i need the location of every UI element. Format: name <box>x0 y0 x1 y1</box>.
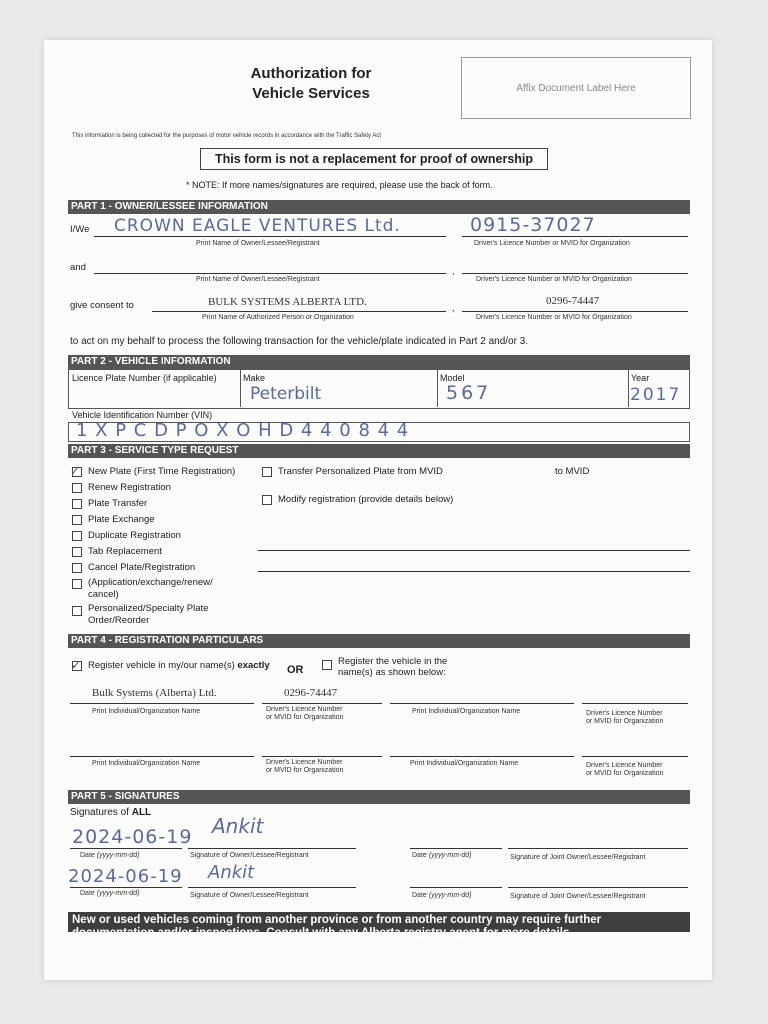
make-label: Make <box>243 373 266 383</box>
reg-name-caption-4: Print Individual/Organization Name <box>410 760 519 767</box>
register-my-name-option <box>88 660 270 671</box>
plate-transfer-option: Plate Transfer <box>88 498 148 509</box>
reg-licence-caption-4: Driver's Licence Number or MVID for Organization <box>586 762 664 777</box>
reg-licence-caption-2: Driver's Licence Number or MVID for Organization <box>586 710 664 725</box>
personalized-plate-option-line2: Order/Reorder <box>88 615 150 626</box>
transfer-personalized-checkbox[interactable] <box>262 467 272 477</box>
modify-details-line-2[interactable] <box>258 571 690 572</box>
reg-name-caption-2: Print Individual/Organization Name <box>412 708 521 715</box>
cancel-plate-option: Cancel Plate/Registration <box>88 562 196 573</box>
reg-name-caption-1: Print Individual/Organization Name <box>92 708 201 715</box>
owner-sig-caption-2: Signature of Owner/Lessee/Registrant <box>190 892 309 899</box>
renew-registration-option: Renew Registration <box>88 482 171 493</box>
form-title <box>246 64 376 104</box>
not-replacement-text: This form is not a replacement for proof of ownership <box>214 152 534 166</box>
date-caption-2: Date (yyyy-mm-dd) <box>412 852 472 859</box>
consent-label: give consent to <box>70 300 134 311</box>
vin-field[interactable]: 1 X P C D P O X O H D 4 4 0 8 4 4 <box>76 420 410 441</box>
iwe-label: I/We <box>70 224 90 235</box>
register-shown-line1: Register the vehicle in the <box>338 656 448 667</box>
consent-licence-field[interactable]: 0296-74447 <box>546 295 600 307</box>
make-field[interactable]: Peterbilt <box>250 384 322 404</box>
modify-details-line-1[interactable] <box>258 550 690 551</box>
register-shown-option <box>338 656 447 678</box>
owner-licence-field[interactable]: 0915-37027 <box>470 214 596 236</box>
date-caption-4: Date (yyyy-mm-dd) <box>412 892 472 899</box>
personalized-plate-option: Personalized/Specialty Plate <box>88 603 209 614</box>
joint-sig-caption-2: Signature of Joint Owner/Lessee/Registrant <box>510 893 646 900</box>
modify-registration-option: Modify registration (provide details below) <box>278 494 454 505</box>
model-field[interactable]: 567 <box>446 382 492 404</box>
reg-name-caption-3: Print Individual/Organization Name <box>92 760 201 767</box>
part5-heading: PART 5 - SIGNATURES <box>68 790 690 804</box>
duplicate-registration-checkbox[interactable] <box>72 531 82 541</box>
consent-name-caption: Print Name of Authorized Person or Organization <box>202 314 354 321</box>
and-licence-caption: Driver's Licence Number or MVID for Organization <box>476 276 632 283</box>
transfer-personalized-option: Transfer Personalized Plate from MVID <box>278 466 443 477</box>
form-title-line2: Vehicle Services <box>252 85 370 102</box>
owner-name-caption: Print Name of Owner/Lessee/Registrant <box>196 240 320 247</box>
part1-heading: PART 1 - OWNER/LESSEE INFORMATION <box>68 200 690 214</box>
date-caption-1: Date (yyyy-mm-dd) <box>80 852 140 859</box>
consent-licence-caption: Driver's Licence Number or MVID for Organization <box>476 314 632 321</box>
not-replacement-box <box>200 148 548 170</box>
year-field[interactable]: 2017 <box>630 385 682 405</box>
owner-sig-caption-1: Signature of Owner/Lessee/Registrant <box>190 852 309 859</box>
part2-heading: PART 2 - VEHICLE INFORMATION <box>68 355 690 369</box>
to-mvid-label: to MVID <box>555 466 590 477</box>
footer-notice: New or used vehicles coming from another province or from another country may require further documentation and/or inspections. Consult with any Alberta registry agent for more details. <box>68 912 690 932</box>
reg-licence-field-1[interactable]: 0296-74447 <box>284 687 338 699</box>
personalized-plate-checkbox[interactable] <box>72 606 82 616</box>
register-shown-line2: name(s) as shown below: <box>338 667 446 678</box>
and-label: and <box>70 262 86 273</box>
signatures-of-all: Signatures of ALL <box>70 807 152 818</box>
check-mark-icon: ✓ <box>70 464 81 478</box>
joint-sig-caption-1: Signature of Joint Owner/Lessee/Registrant <box>510 854 646 861</box>
plate-exchange-checkbox[interactable] <box>72 515 82 525</box>
part3-heading: PART 3 - SERVICE TYPE REQUEST <box>68 444 690 458</box>
form-title-line1: Authorization for <box>250 65 372 82</box>
tab-replacement-checkbox[interactable] <box>72 547 82 557</box>
owner-name-field[interactable]: CROWN EAGLE VENTURES Ltd. <box>114 216 401 236</box>
reg-licence-caption-1: Driver's Licence Number or MVID for Organization <box>266 706 344 721</box>
check-mark-icon: ✓ <box>71 658 82 672</box>
cancel-application-checkbox[interactable] <box>72 579 82 589</box>
date-caption-3: Date (yyyy-mm-dd) <box>80 890 140 897</box>
date-field-1[interactable]: 2024-06-19 <box>72 826 193 848</box>
register-my-name-text: Register vehicle in my/our name(s) <box>88 660 235 671</box>
owner-licence-caption: Driver's Licence Number or MVID for Organization <box>474 240 630 247</box>
tab-replacement-option: Tab Replacement <box>88 546 162 557</box>
reg-name-field-1[interactable]: Bulk Systems (Alberta) Ltd. <box>92 687 217 699</box>
signature-field-1[interactable]: Ankit <box>212 814 264 838</box>
duplicate-registration-option: Duplicate Registration <box>88 530 181 541</box>
cancel-plate-option-line2: (Application/exchange/renew/ <box>88 577 213 588</box>
and-name-caption: Print Name of Owner/Lessee/Registrant <box>196 276 320 283</box>
vin-label: Vehicle Identification Number (VIN) <box>72 410 213 420</box>
collection-notice: This information is being collected for the purposes of motor vehicle records in accordance with the Traffic Safety Act <box>72 133 382 139</box>
signature-field-2[interactable]: Ankit <box>208 862 255 883</box>
exactly-text: exactly <box>237 660 270 671</box>
register-shown-checkbox[interactable] <box>322 660 332 670</box>
consent-name-field[interactable]: BULK SYSTEMS ALBERTA LTD. <box>208 296 367 308</box>
document-label-box <box>461 57 691 119</box>
document-label-text: Affix Document Label Here <box>516 82 636 94</box>
or-label: OR <box>287 664 304 676</box>
modify-registration-checkbox[interactable] <box>262 495 272 505</box>
new-plate-option: New Plate (First Time Registration) <box>88 466 236 477</box>
model-label: Model <box>440 373 465 383</box>
reg-licence-caption-3: Driver's Licence Number or MVID for Organization <box>266 759 344 774</box>
year-label: Year <box>631 373 650 383</box>
renew-registration-checkbox[interactable] <box>72 483 82 493</box>
act-on-behalf-text: to act on my behalf to process the following transaction for the vehicle/plate indicated in Part 2 and/or 3. <box>70 336 529 347</box>
cancel-plate-checkbox[interactable] <box>72 563 82 573</box>
note-text: * NOTE: If more names/signatures are required, please use the back of form. <box>186 180 493 190</box>
plate-label: Licence Plate Number (if applicable) <box>72 373 217 383</box>
part4-heading: PART 4 - REGISTRATION PARTICULARS <box>68 634 690 648</box>
plate-transfer-checkbox[interactable] <box>72 499 82 509</box>
plate-exchange-option: Plate Exchange <box>88 514 155 525</box>
date-field-2[interactable]: 2024-06-19 <box>68 866 183 887</box>
cancel-plate-option-line3: cancel) <box>88 589 119 600</box>
